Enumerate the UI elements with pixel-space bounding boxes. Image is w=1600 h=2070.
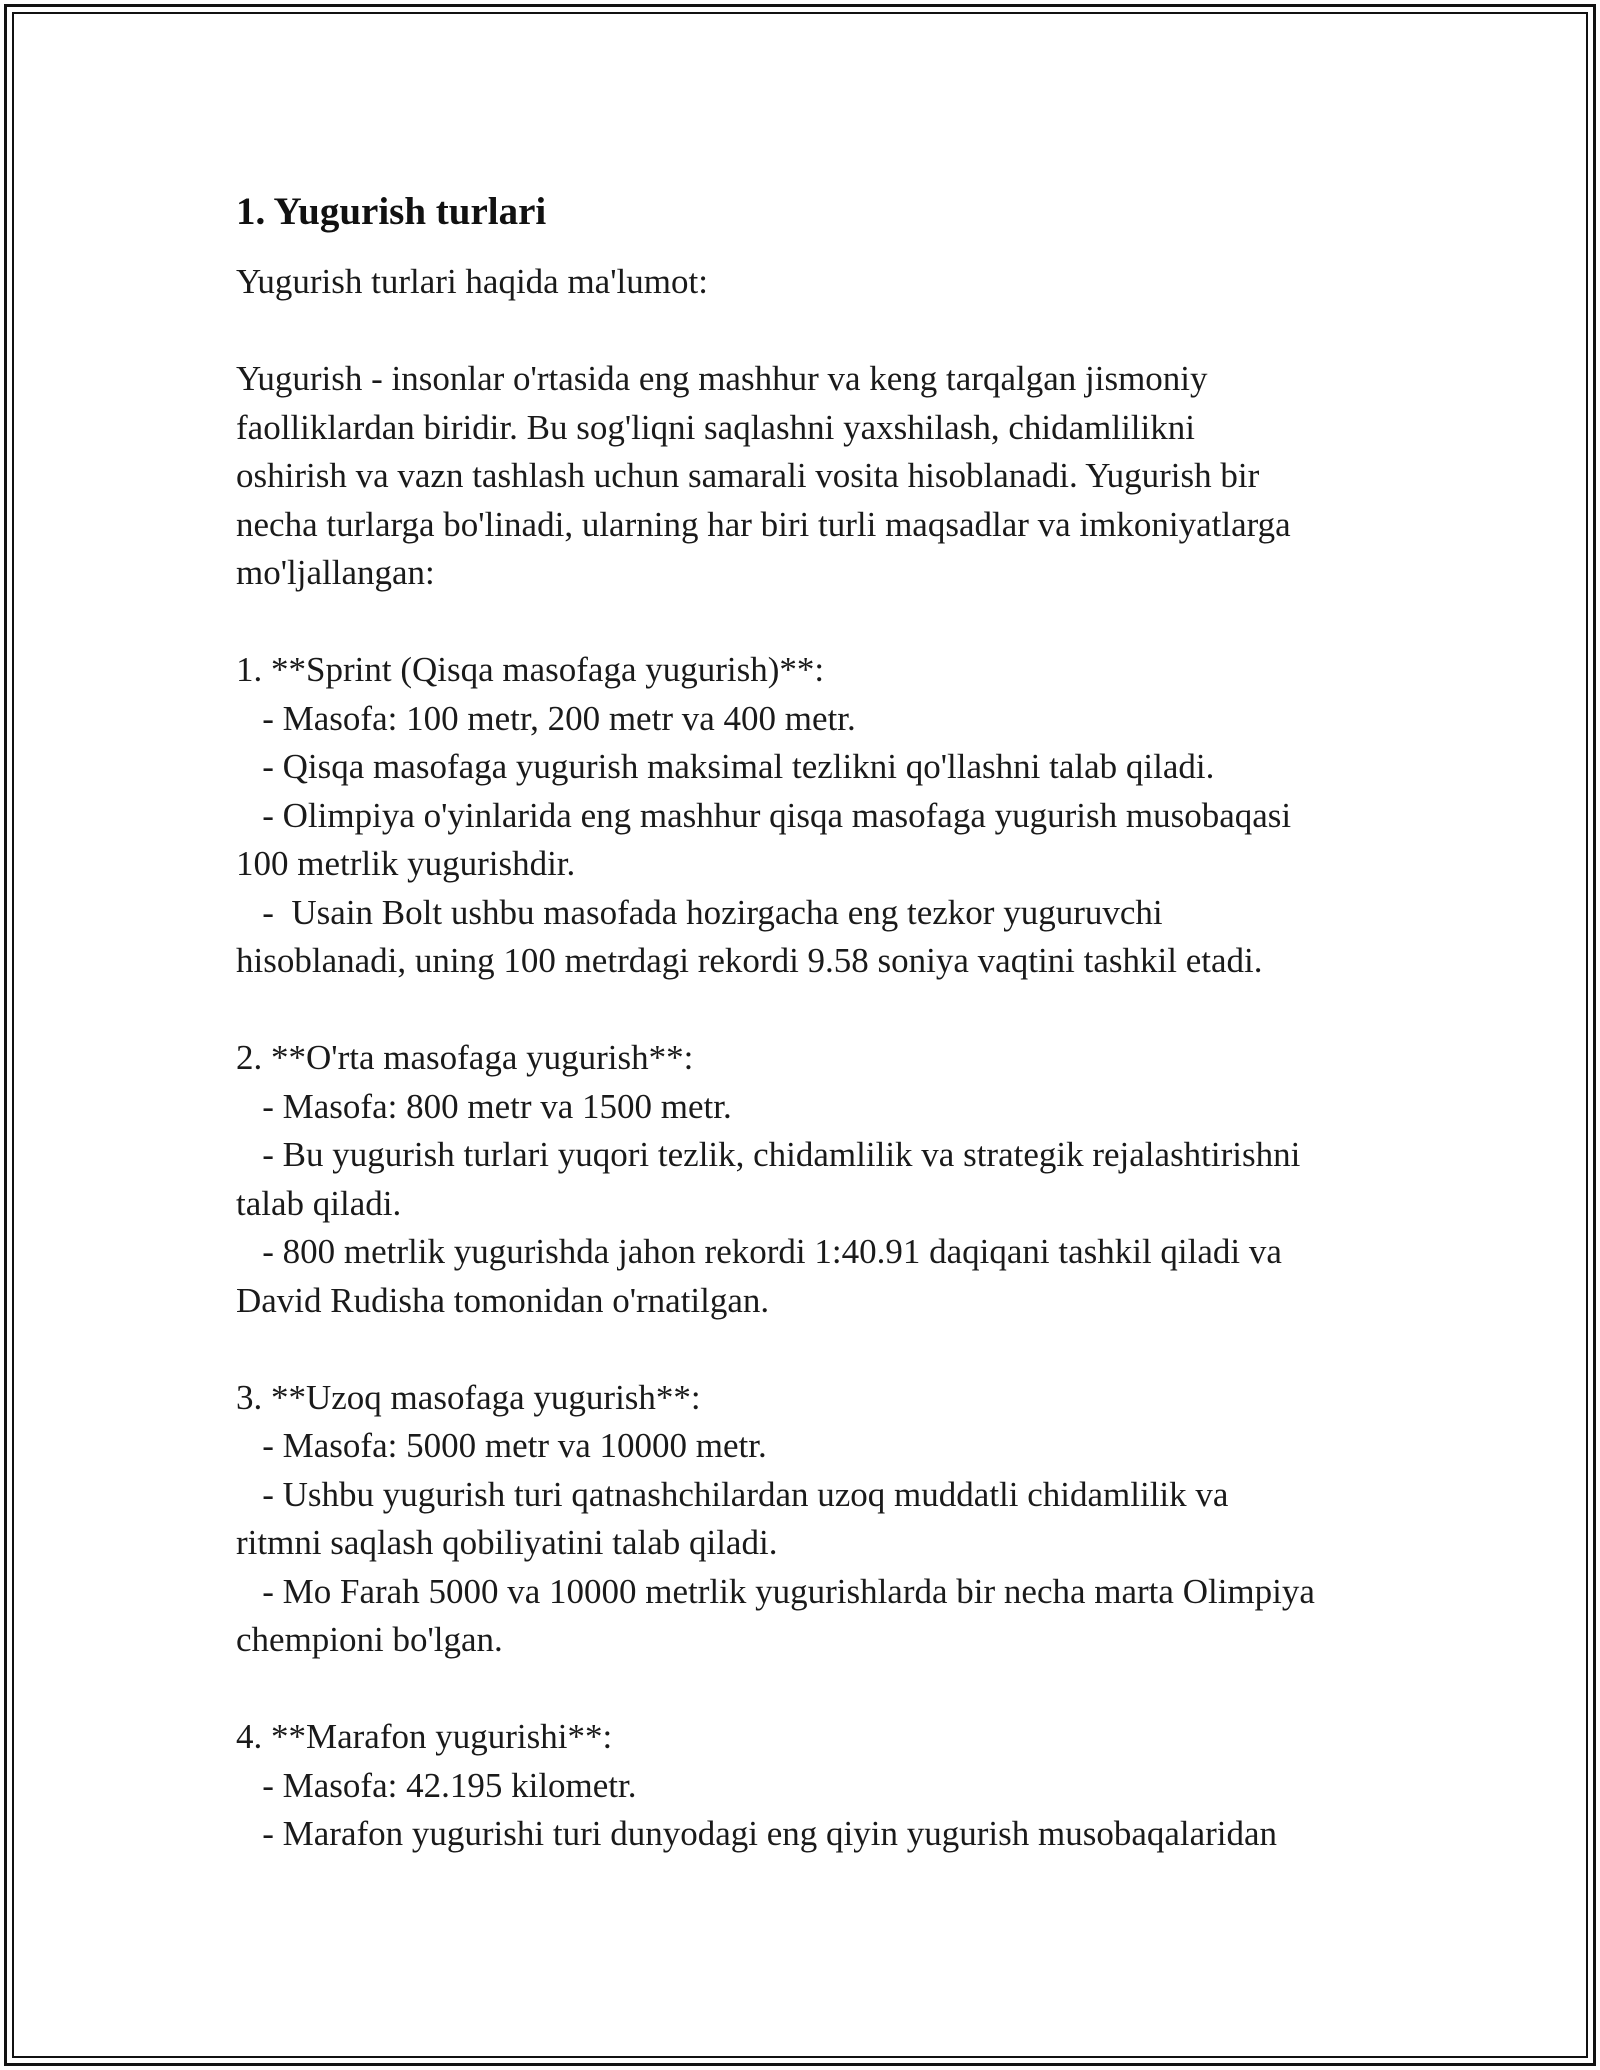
- text-line: - Mo Farah 5000 va 10000 metrlik yugurishlarda bir necha marta Olimpiya: [236, 1571, 1315, 1611]
- text-line: hisoblanadi, uning 100 metrdagi rekordi 9.58 soniya vaqtini tashkil etadi.: [236, 941, 1263, 980]
- text-line: ritmni saqlash qobiliyatini talab qiladi.: [236, 1523, 778, 1562]
- text-line: - Qisqa masofaga yugurish maksimal tezlikni qo'llashni talab qiladi.: [236, 747, 1215, 786]
- text-line: necha turlarga bo'linadi, ularning har biri turli maqsadlar va imkoniyatlarga: [236, 504, 1291, 544]
- text-line: - Ushbu yugurish turi qatnashchilardan uzoq muddatli chidamlilik va: [236, 1474, 1229, 1514]
- text-line: 100 metrlik yugurishdir.: [236, 844, 576, 883]
- text-line: - Usain Bolt ushbu masofada hozirgacha eng tezkor yuguruvchi: [236, 892, 1163, 932]
- document-body: [236, 188, 1396, 1859]
- text-line: mo'ljallangan:: [236, 553, 435, 592]
- section-heading: 1. Yugurish turlari: [236, 190, 547, 233]
- text-line: Yugurish - insonlar o'rtasida eng mashhur va keng tarqalgan jismoniy: [236, 359, 1208, 398]
- list-item-heading: 4. **Marafon yugurishi**:: [236, 1717, 613, 1756]
- text-line: - Masofa: 42.195 kilometr.: [236, 1765, 637, 1805]
- text-line: - Masofa: 100 metr, 200 metr va 400 metr.: [236, 698, 856, 738]
- text-line: Yugurish turlari haqida ma'lumot:: [236, 262, 708, 301]
- blank-line: [236, 1325, 1396, 1374]
- text-line: oshirish va vazn tashlash uchun samarali vosita hisoblanadi. Yugurish bir: [236, 456, 1260, 495]
- text-line: - Marafon yugurishi turi dunyodagi eng qiyin yugurish musobaqalaridan: [236, 1814, 1278, 1853]
- list-item-heading: 1. **Sprint (Qisqa masofaga yugurish)**:: [236, 650, 825, 689]
- list-item-heading: 2. **O'rta masofaga yugurish**:: [236, 1038, 694, 1077]
- text-line: chempioni bo'lgan.: [236, 1620, 503, 1659]
- text-line: - Bu yugurish turlari yuqori tezlik, chidamlilik va strategik rejalashtirishni: [236, 1135, 1301, 1174]
- document-text: [236, 258, 1396, 1859]
- blank-line: [236, 307, 1396, 356]
- text-line: - 800 metrlik yugurishda jahon rekordi 1:40.91 daqiqani tashkil qiladi va: [236, 1232, 1282, 1271]
- text-line: - Masofa: 5000 metr va 10000 metr.: [236, 1426, 767, 1465]
- blank-line: [236, 1665, 1396, 1714]
- text-line: David Rudisha tomonidan o'rnatilgan.: [236, 1280, 770, 1320]
- text-line: - Masofa: 800 metr va 1500 metr.: [236, 1086, 732, 1126]
- text-line: faolliklardan biridir. Bu sog'liqni saqlashni yaxshilash, chidamlilikni: [236, 407, 1195, 447]
- list-item-heading: 3. **Uzoq masofaga yugurish**:: [236, 1377, 701, 1417]
- blank-line: [236, 986, 1396, 1035]
- text-line: talab qiladi.: [236, 1183, 402, 1223]
- blank-line: [236, 598, 1396, 647]
- text-line: - Olimpiya o'yinlarida eng mashhur qisqa masofaga yugurish musobaqasi: [236, 795, 1292, 835]
